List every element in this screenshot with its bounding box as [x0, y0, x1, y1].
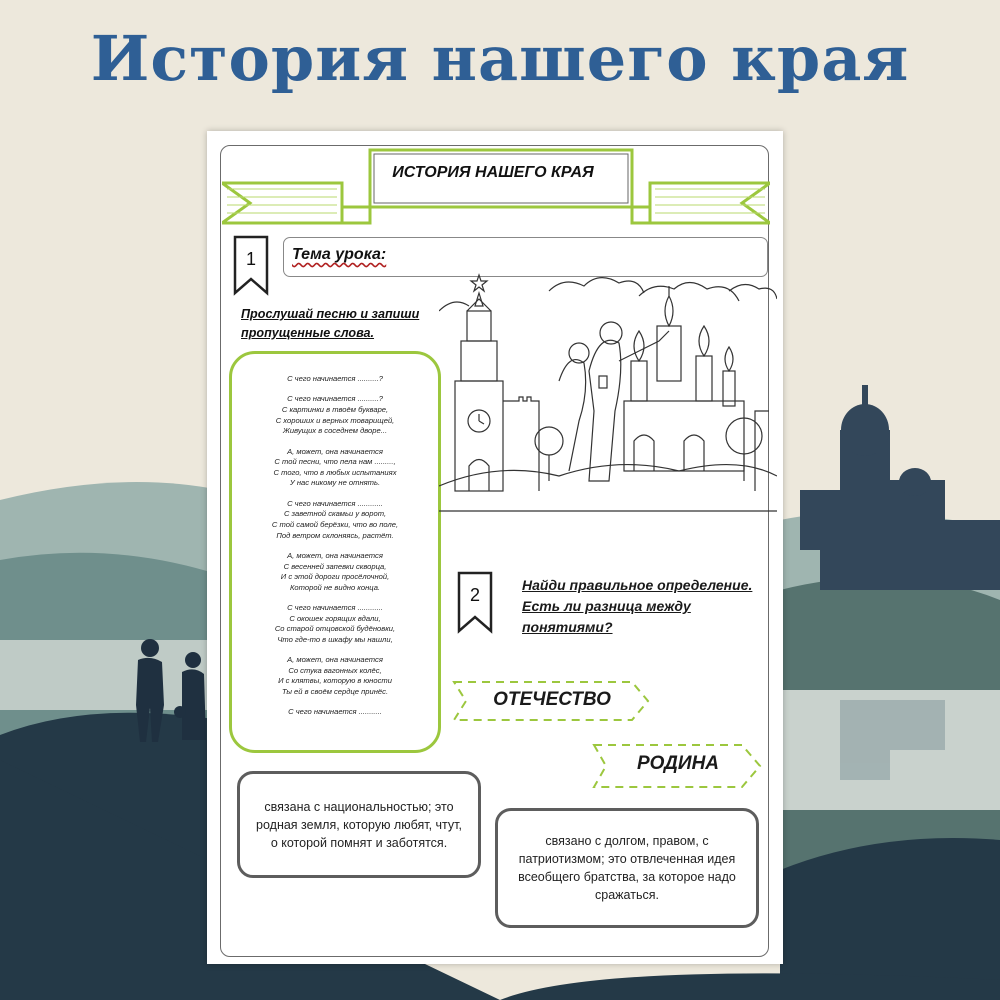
term-rodina: РОДИНА	[636, 753, 720, 774]
poem-line: С той самой берёзки, что во поле,	[271, 519, 399, 529]
task1-instruction: Прослушай песню и запиши пропущенные слова.	[241, 307, 420, 340]
definition-card-2[interactable]: связано с долгом, правом, с патриотизмом; это отвлеченная идея всеобщего братства, за которое надо сражаться.	[495, 808, 759, 928]
poem-line: Которой не видно конца.	[289, 582, 381, 592]
page-title: История нашего края	[90, 22, 910, 95]
poem-line: Со старой отцовской будёновки,	[274, 624, 396, 634]
poem-line: А, может, она начинается	[287, 446, 383, 456]
poem-line: Живущих в соседнем дворе...	[282, 426, 388, 436]
term-rodina-tag[interactable]	[592, 743, 764, 789]
poem-line: И с клятвы, которую в юности	[278, 676, 392, 686]
poem-line: С чего начинается ............	[287, 603, 383, 613]
term-otechestvo-tag[interactable]	[452, 680, 652, 722]
poem-stanza	[232, 603, 438, 645]
section-number-1: 1	[245, 249, 256, 269]
poem-stanza	[232, 447, 438, 489]
poem-line: И с этой дороги просёлочной,	[280, 572, 390, 582]
poem-stanza	[232, 551, 438, 593]
poem-line: Под ветром склоняясь, растёт.	[276, 530, 394, 540]
poem-line: А, может, она начинается	[287, 550, 383, 560]
poem-stanza	[232, 499, 438, 541]
poem-stanza	[232, 707, 438, 718]
tower-icon	[455, 275, 503, 491]
topic-label: Тема урока:	[292, 246, 387, 263]
title-ribbon	[222, 145, 770, 245]
bookmark-icon	[233, 235, 269, 297]
poem-stanza	[232, 374, 438, 385]
poem-stanza	[232, 655, 438, 697]
kremlin-illustration	[439, 271, 777, 521]
poem-line: С той песни, что пела нам .........,	[274, 457, 396, 467]
poem-stanza	[232, 394, 438, 436]
poem-line: У нас никому не отнять.	[289, 478, 381, 488]
poem-line: С весенней запевки скворца,	[283, 561, 387, 571]
poem-line: С хороших и верных товарищей,	[275, 415, 395, 425]
poem-line: Ты ей в своём сердце принёс.	[281, 687, 389, 697]
poem-line: Со стука вагонных колёс,	[288, 665, 382, 675]
poem-line: Что где-то в шкафу мы нашли,	[277, 634, 393, 644]
worksheet-title: ИСТОРИЯ НАШЕГО КРАЯ	[392, 164, 594, 181]
poem-box	[229, 351, 441, 753]
term-otechestvo: ОТЕЧЕСТВО	[493, 689, 611, 710]
poem-line: С заветной скамьи у ворот,	[283, 509, 387, 519]
poem-line: С окошек горящих вдали,	[289, 613, 381, 623]
worksheet	[207, 131, 783, 964]
poem-line: С чего начинается ..........?	[287, 374, 383, 383]
poem-line: А, может, она начинается	[287, 655, 383, 665]
poem-line: С чего начинается ............	[287, 498, 383, 508]
cathedral-icon	[624, 286, 744, 471]
poem-line: С чего начинается ...........	[288, 707, 382, 717]
section-number-2: 2	[469, 585, 480, 605]
poem-line: С того, что в любых испытаниях	[273, 467, 397, 477]
poem-line: С картинки в твоём букваре,	[281, 404, 389, 414]
bookmark-icon	[457, 571, 493, 635]
definition-card-1[interactable]: связана с национальностью; это родная земля, которую любят, чтут, о которой помнят и заботятся.	[237, 771, 481, 878]
task2-instruction: Найди правильное определение. Есть ли разница между понятиями?	[522, 577, 753, 635]
poem-line: С чего начинается ..........?	[287, 394, 383, 404]
